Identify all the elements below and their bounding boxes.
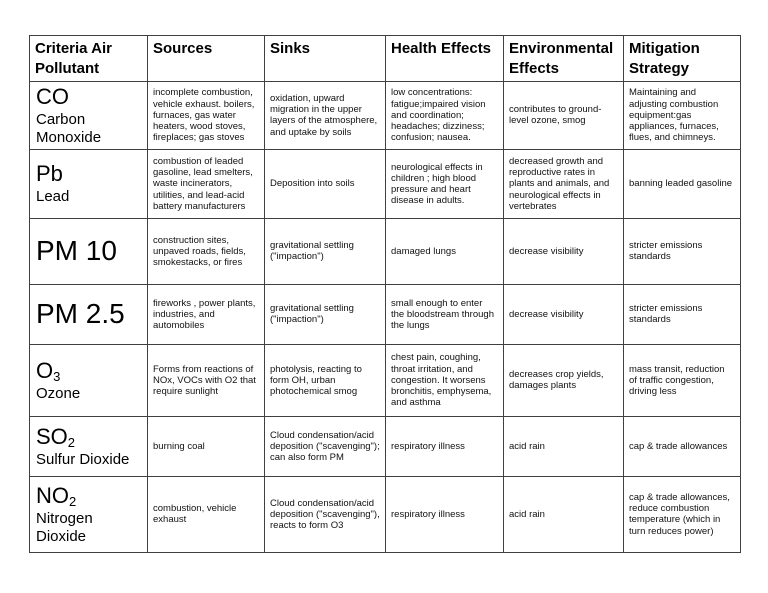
- pollutant-symbol: PM 10: [36, 235, 117, 267]
- header-sinks: Sinks: [265, 36, 386, 82]
- sinks-cell: Deposition into soils: [265, 149, 386, 218]
- pollutant-symbol: CO: [36, 84, 69, 109]
- header-environmental-effects: Environmental Effects: [504, 36, 624, 82]
- mitigation-strategy-cell: banning leaded gasoline: [624, 149, 741, 218]
- pollutant-symbol: PM 2.5: [36, 298, 125, 330]
- pollutant-cell: [30, 416, 148, 476]
- mitigation-strategy-cell: cap & trade allowances: [624, 416, 741, 476]
- sources-cell: burning coal: [148, 416, 265, 476]
- environmental-effects-cell: decreased growth and reproductive rates in plants and animals, and neurological effects in vertebrates: [504, 149, 624, 218]
- sources-cell: fireworks , power plants, industries, and automobiles: [148, 284, 265, 344]
- health-effects-cell: small enough to enter the bloodstream through the lungs: [386, 284, 504, 344]
- header-row: [30, 36, 741, 82]
- sinks-cell: gravitational settling ("impaction"): [265, 284, 386, 344]
- pollutant-name: Lead: [36, 188, 70, 206]
- table-row-pm25: [30, 284, 741, 344]
- sources-cell: Forms from reactions of NOx, VOCs with O2 that require sunlight: [148, 344, 265, 416]
- pollutant-cell: [30, 476, 148, 552]
- health-effects-cell: low concentrations: fatigue;impaired vision and coordination; headaches; dizziness; confusion; nausea.: [386, 82, 504, 150]
- criteria-air-pollutant-table: [29, 35, 741, 553]
- table-row-pm10: [30, 218, 741, 284]
- environmental-effects-cell: decrease visibility: [504, 284, 624, 344]
- pollutant-cell: [30, 218, 148, 284]
- pollutant-subscript: 3: [53, 368, 61, 384]
- health-effects-cell: respiratory illness: [386, 476, 504, 552]
- pollutant-cell: [30, 149, 148, 218]
- environmental-effects-cell: acid rain: [504, 416, 624, 476]
- sinks-cell: photolysis, reacting to form OH, urban photochemical smog: [265, 344, 386, 416]
- mitigation-strategy-cell: stricter emissions standards: [624, 284, 741, 344]
- pollutant-symbol: $O_3$: [36, 357, 61, 384]
- environmental-effects-cell: acid rain: [504, 476, 624, 552]
- sources-cell: construction sites, unpaved roads, fields, smokestacks, or fires: [148, 218, 265, 284]
- table-row-so2: [30, 416, 741, 476]
- pollutant-symbol: Pb: [36, 161, 63, 187]
- mitigation-strategy-cell: stricter emissions standards: [624, 218, 741, 284]
- pollutant-name: Nitrogen Dioxide: [36, 509, 93, 545]
- health-effects-cell: damaged lungs: [386, 218, 504, 284]
- sinks-cell: gravitational settling ("impaction"): [265, 218, 386, 284]
- health-effects-cell: chest pain, coughing, throat irritation, and congestion. It worsens bronchitis, emphysema, and asthma: [386, 344, 504, 416]
- pollutant-name: Ozone: [36, 384, 81, 402]
- pollutant-name: Carbon Monoxide: [36, 110, 102, 146]
- pollutant-cell: [30, 284, 148, 344]
- table-row-o3: [30, 344, 741, 416]
- header-criteria-air-pollutant: Criteria Air Pollutant: [30, 36, 148, 82]
- header-sources: Sources: [148, 36, 265, 82]
- mitigation-strategy-cell: mass transit, reduction of traffic congestion, driving less: [624, 344, 741, 416]
- environmental-effects-cell: decreases crop yields, damages plants: [504, 344, 624, 416]
- pollutant-symbol: $SO_2$: [36, 423, 76, 450]
- pollutant-symbol: $NO_2$: [36, 482, 77, 509]
- health-effects-cell: neurological effects in children ; high blood pressure and heart disease in adults.: [386, 149, 504, 218]
- table-row-pb: [30, 149, 741, 218]
- sinks-cell: oxidation, upward migration in the upper layers of the atmosphere, and uptake by soils: [265, 82, 386, 150]
- sources-cell: combustion of leaded gasoline, lead smelters, waste incinerators, utilities, and lead-acid battery manufacturers: [148, 149, 265, 218]
- table-row-co: [30, 82, 741, 150]
- sinks-cell: Cloud condensation/acid deposition ("scavenging"); can also form PM: [265, 416, 386, 476]
- pollutant-cell: [30, 82, 148, 150]
- sources-cell: combustion, vehicle exhaust: [148, 476, 265, 552]
- mitigation-strategy-cell: Maintaining and adjusting combustion equipment:gas appliances, furnaces, flues, and chimneys.: [624, 82, 741, 150]
- pollutant-cell: [30, 344, 148, 416]
- pollutant-name: Sulfur Dioxide: [36, 450, 130, 468]
- mitigation-strategy-cell: cap & trade allowances, reduce combustion temperature (which in turn reduces power): [624, 476, 741, 552]
- table-row-no2: [30, 476, 741, 552]
- environmental-effects-cell: decrease visibility: [504, 218, 624, 284]
- pollutant-subscript: 2: [67, 434, 76, 450]
- sinks-cell: Cloud condensation/acid deposition ("scavenging"), reacts to form O3: [265, 476, 386, 552]
- environmental-effects-cell: contributes to ground-level ozone, smog: [504, 82, 624, 150]
- header-mitigation-strategy: Mitigation Strategy: [624, 36, 741, 82]
- sources-cell: incomplete combustion, vehicle exhaust. boilers, furnaces, gas water heaters, wood stoves, fireplaces; gas stoves: [148, 82, 265, 150]
- health-effects-cell: respiratory illness: [386, 416, 504, 476]
- pollutant-subscript: 2: [69, 493, 77, 509]
- header-health-effects: Health Effects: [386, 36, 504, 82]
